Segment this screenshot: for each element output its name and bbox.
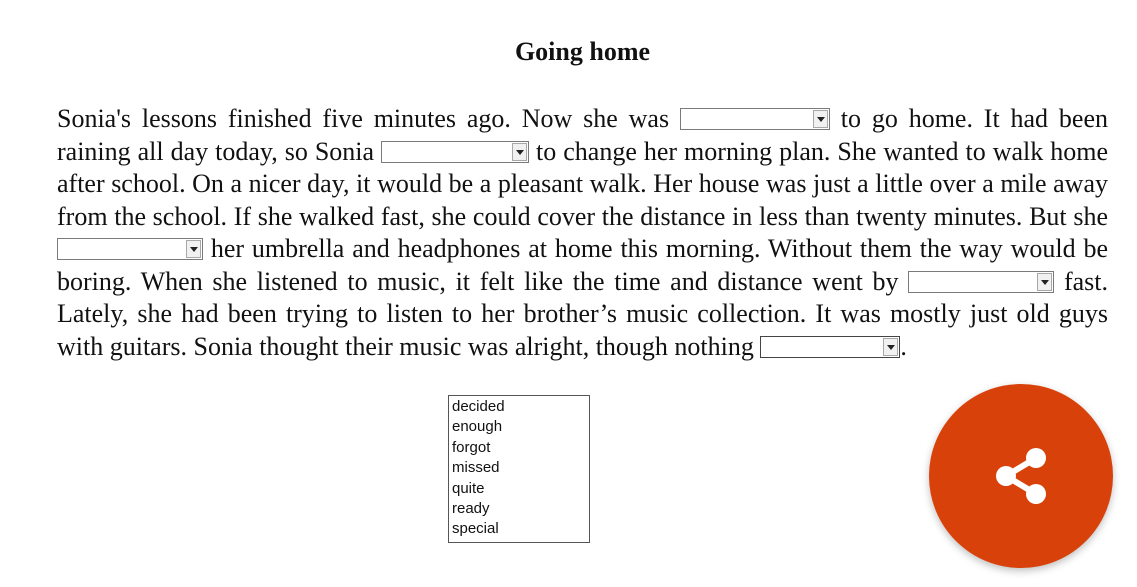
- chevron-down-icon[interactable]: [186, 240, 201, 258]
- blank-select-1[interactable]: [680, 108, 830, 130]
- blank-select-5[interactable]: [760, 336, 900, 358]
- share-icon: [992, 446, 1052, 506]
- page-title: Going home: [514, 37, 651, 66]
- blank-select-2[interactable]: [381, 141, 529, 163]
- passage-segment: fast. Lately, she had been trying to listen to her brother’s music collection. It was mostly just old guys with guitars. Sonia thought their music was alright, though nothing: [57, 266, 1108, 361]
- passage-segment: to go home. It had been raining all day today, so Sonia: [57, 104, 1108, 166]
- dropdown-option[interactable]: quite: [452, 479, 485, 497]
- chevron-down-icon[interactable]: [1037, 273, 1052, 291]
- passage-segment: .: [900, 331, 907, 361]
- dropdown-option[interactable]: enough: [452, 418, 503, 436]
- blank-select-4[interactable]: [908, 271, 1054, 293]
- dropdown-option[interactable]: forgot: [452, 438, 491, 456]
- dropdown-option[interactable]: special: [452, 520, 499, 538]
- passage-text: [57, 103, 1108, 363]
- dropdown-option[interactable]: decided: [452, 398, 505, 415]
- passage-segment: to change her morning plan. She wanted to walk home after school. On a nicer day, it would be a pleasant walk. Her house was just a little over a mile away from the school. If she walked fast, she could cover the distance in less than twenty minutes. But she: [57, 136, 1108, 231]
- share-button[interactable]: [929, 384, 1113, 568]
- passage-segment: her umbrella and headphones at home this morning. Without them the way would be boring. When she listened to music, it felt like the time and distance went by: [57, 234, 1108, 296]
- chevron-down-icon[interactable]: [512, 143, 527, 161]
- chevron-down-icon[interactable]: [813, 110, 828, 128]
- blank-select-3[interactable]: [57, 238, 203, 260]
- dropdown-option[interactable]: ready: [452, 499, 490, 517]
- dropdown-options-list: [448, 395, 590, 543]
- chevron-down-icon[interactable]: [883, 338, 898, 356]
- passage-segment: Sonia's lessons finished five minutes ago. Now she was: [57, 104, 680, 133]
- dropdown-option[interactable]: missed: [452, 459, 500, 477]
